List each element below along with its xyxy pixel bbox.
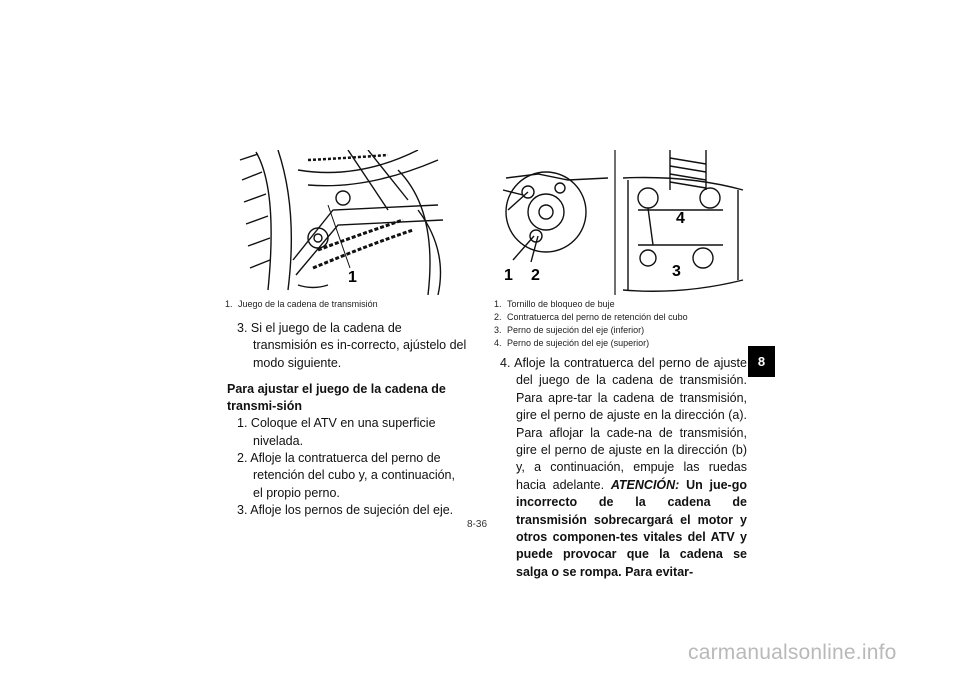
step-number: 3. <box>237 321 248 335</box>
drive-chain-illustration <box>238 150 463 295</box>
step-2 <box>227 450 467 502</box>
step-text: Afloje la contratuerca del perno de retención del cubo y, a continuación, el propio perno. <box>250 451 455 500</box>
page-number: 8-36 <box>467 519 488 530</box>
step-text: Afloje la contratuerca del perno de ajuste del juego de la cadena de transmisión. Para apre-tar la cadena de transmisión, gire el perno de ajuste en la dirección (a). Para aflojar la cade-na de transmisión, gire el perno de ajuste en la dirección (b) y, a continuación, empuje las ruedas hacia adelante. <box>514 356 747 492</box>
step-3 <box>227 320 467 372</box>
caption-text: Perno de sujeción del eje (superior) <box>507 338 650 348</box>
section-heading: Para ajustar el juego de la cadena de transmi-sión <box>227 382 446 414</box>
attention-text: Un jue-go incorrecto de la cadena de transmisión sobrecargará el motor y otros componen-tes vitales del ATV y puede provocar que la cadena se salga o se rompa. Para evitar- <box>516 477 747 579</box>
step-number: 3. <box>237 503 248 518</box>
caption-item <box>494 337 688 350</box>
caption-number: 1. <box>494 299 502 309</box>
attention-label: ATENCIÓN: <box>610 477 680 492</box>
callout-2: 2 <box>531 267 540 284</box>
right-column-text <box>490 355 747 581</box>
caption-number: 4. <box>494 338 502 348</box>
left-caption-list <box>225 298 378 311</box>
watermark: carmanualsonline.info <box>688 641 897 664</box>
left-column-text <box>227 320 467 520</box>
step-number: 2. <box>237 451 248 466</box>
caption-number: 2. <box>494 312 502 322</box>
callout-4: 4 <box>676 210 685 227</box>
step-text: Si el juego de la cadena de transmisión es in-correcto, ajústelo del modo siguiente. <box>250 321 467 370</box>
caption-text: Juego de la cadena de transmisión <box>238 299 378 309</box>
step-number: 4. <box>500 356 511 370</box>
step-1 <box>227 415 467 450</box>
caption-text: Perno de sujeción del eje (inferior) <box>507 325 645 335</box>
caption-item <box>494 298 688 311</box>
step-3b <box>227 502 467 519</box>
step-text: Afloje los pernos de sujeción del eje. <box>250 503 454 518</box>
caption-item <box>225 298 378 311</box>
hub-axle-illustration <box>498 150 748 295</box>
callout-1: 1 <box>504 267 513 284</box>
section-tab: 8 <box>748 346 775 377</box>
caption-item <box>494 324 688 337</box>
caption-text: Contratuerca del perno de retención del cubo <box>507 312 688 322</box>
step-text: Coloque el ATV en una superficie nivelada. <box>250 416 436 448</box>
caption-text: Tornillo de bloqueo de buje <box>507 299 615 309</box>
right-caption-list <box>494 298 688 350</box>
caption-number: 3. <box>494 325 502 335</box>
caption-item <box>494 311 688 324</box>
step-number: 1. <box>237 416 248 431</box>
callout-1: 1 <box>348 269 357 286</box>
callout-3: 3 <box>672 263 681 280</box>
caption-number: 1. <box>225 299 233 309</box>
step-4 <box>490 355 747 581</box>
